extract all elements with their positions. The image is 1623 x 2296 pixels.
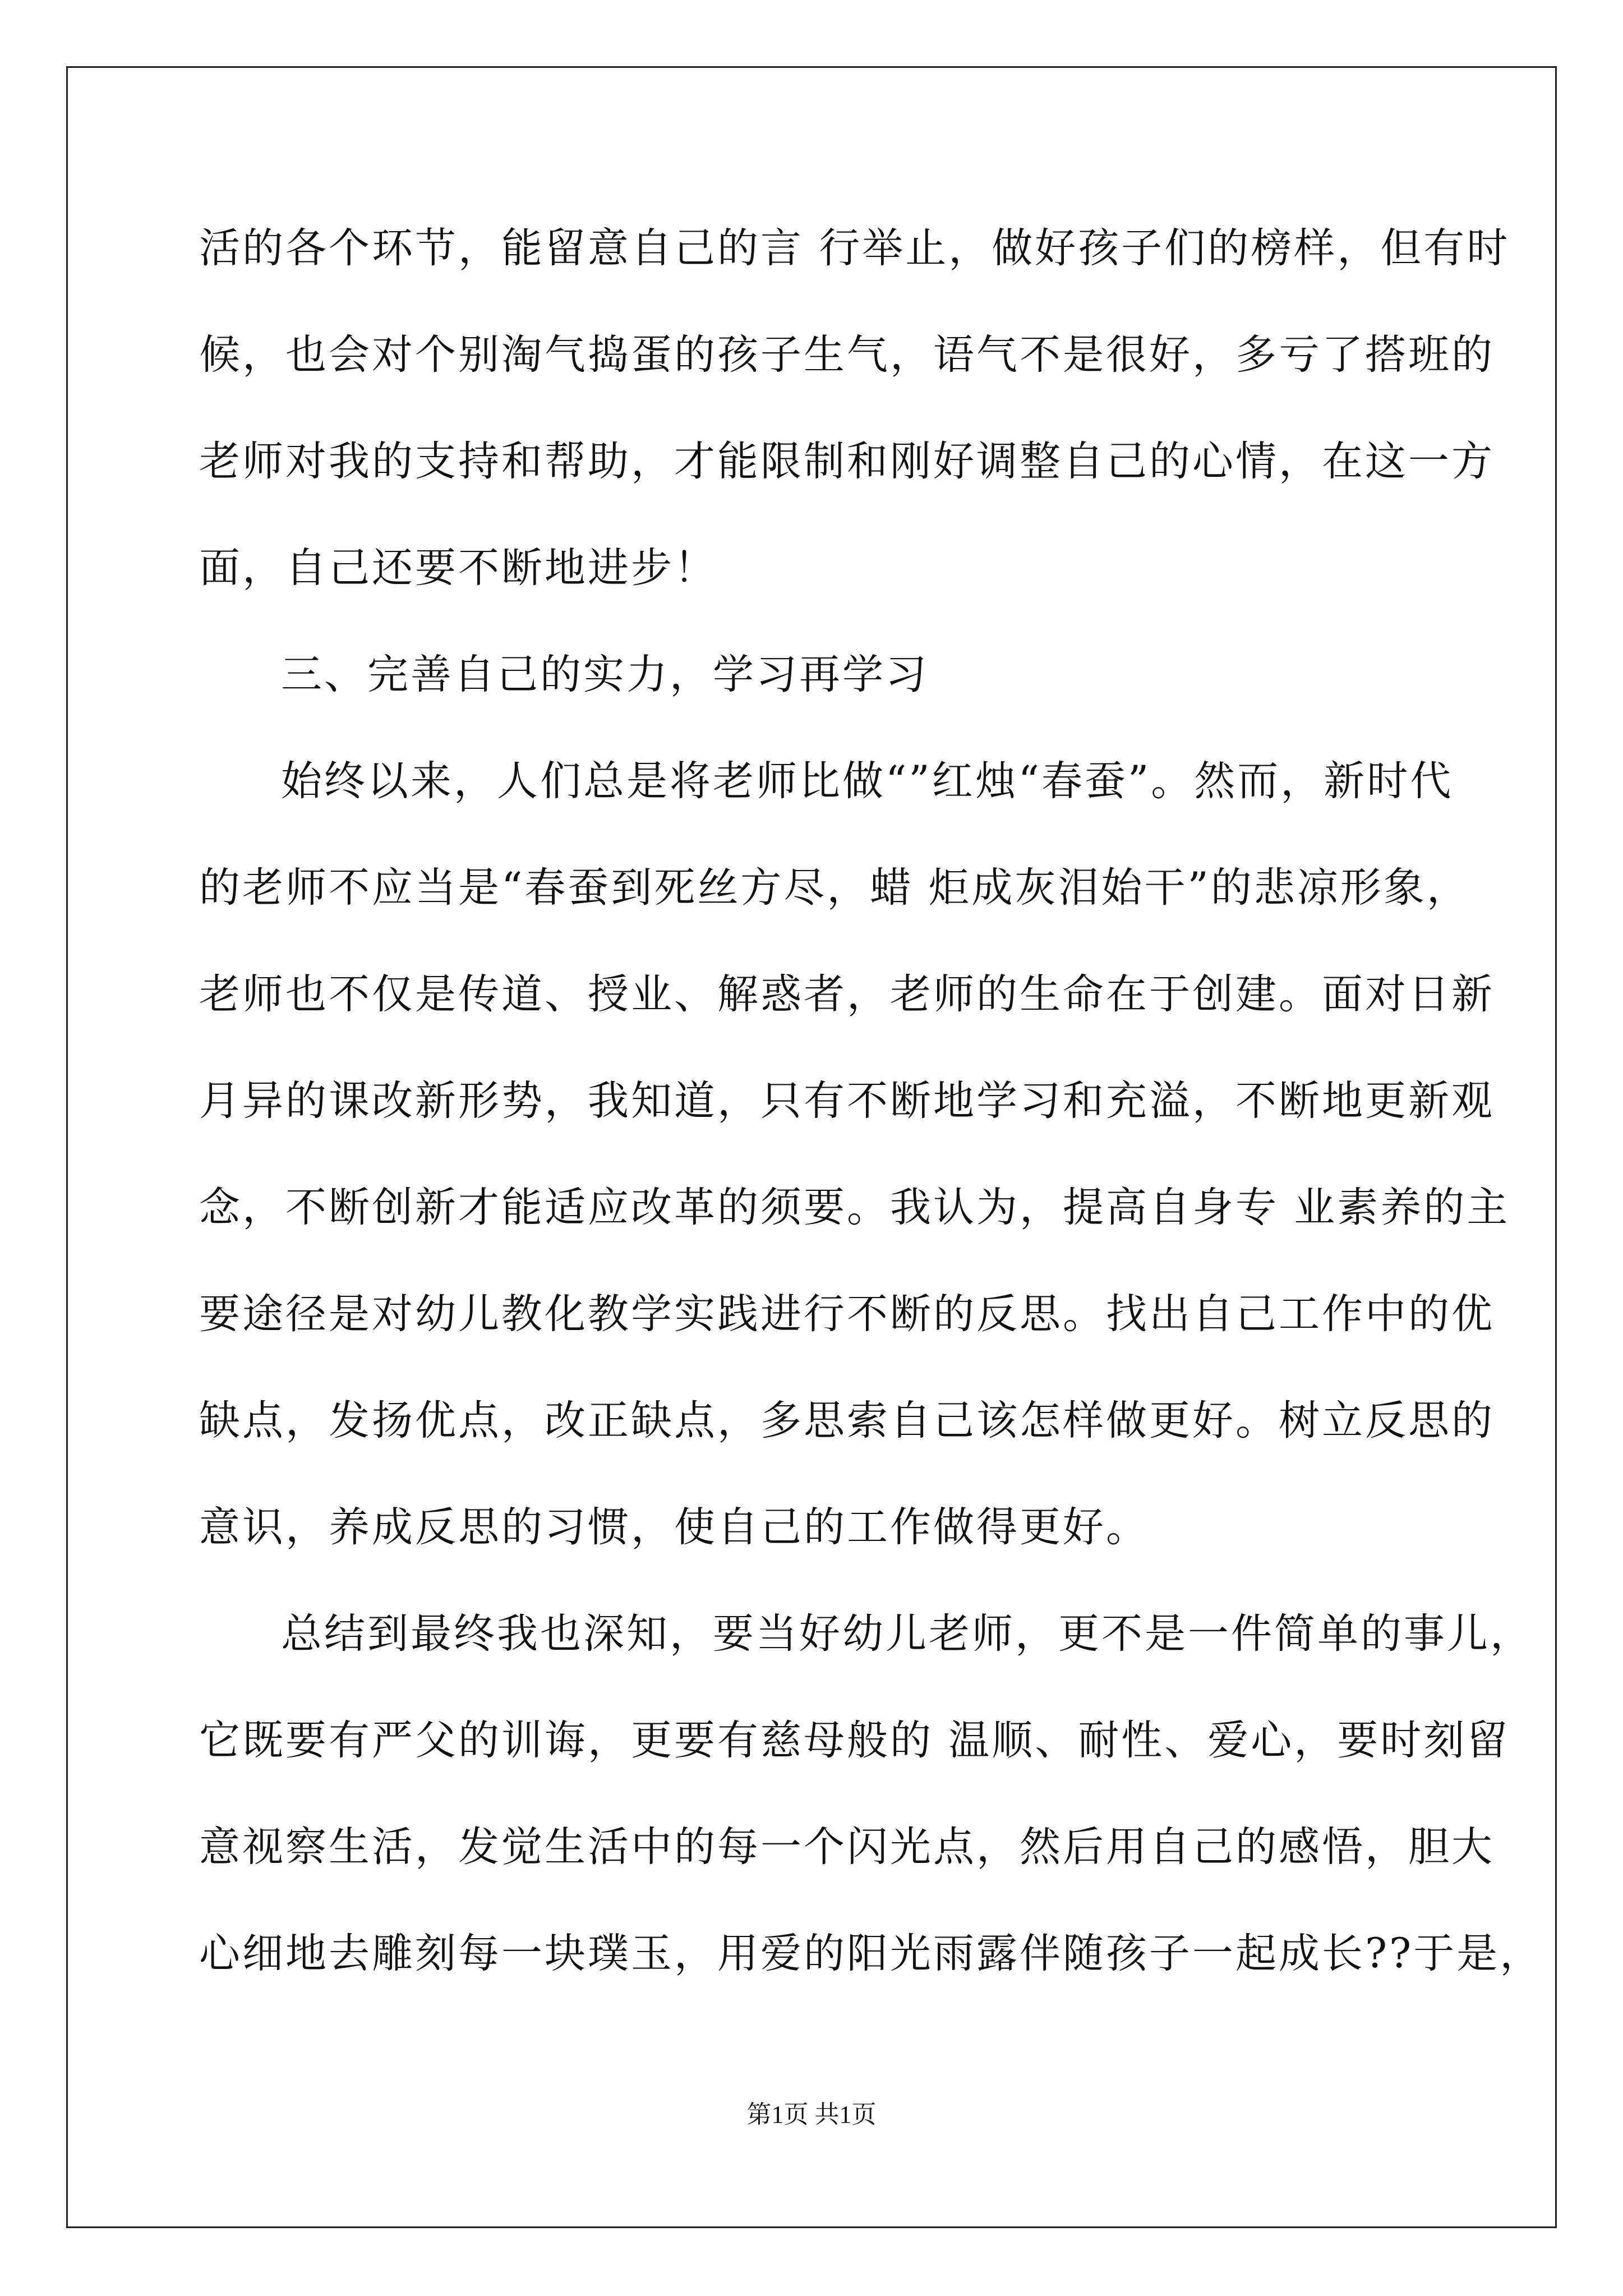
text-line: 意识，养成反思的习惯，使自己的工作做得更好。: [199, 1503, 1149, 1551]
text-line: 老师对我的支持和帮助，才能限制和刚好调整自己的心情，在这一方: [199, 438, 1495, 485]
text-line: 要途径是对幼儿教化教学实践进行不断的反思。找出自己工作中的优: [199, 1290, 1495, 1338]
document-body: [199, 220, 1543, 2032]
text-line: 老师也不仅是传道、授业、解惑者，老师的生命在于创建。面对日新: [199, 970, 1495, 1018]
text-line: 候，也会对个别淘气捣蛋的孩子生气，语气不是很好，多亏了搭班的: [199, 331, 1495, 379]
text-line: 缺点，发扬优点，改正缺点，多思索自己该怎样做更好。树立反思的: [199, 1397, 1495, 1444]
page-footer: 第1页 共1页: [746, 2101, 877, 2128]
text-line: 三、完善自己的实力，学习再学习: [281, 651, 929, 698]
text-line: 的老师不应当是“春蚕到死丝方尽，蜡 炬成灰泪始干”的悲凉形象，: [199, 864, 1470, 912]
text-line: 始终以来，人们总是将老师比做“”红烛“春蚕”。然而，新时代: [281, 757, 1454, 805]
text-line: 面，自己还要不断地进步！: [199, 544, 717, 592]
text-line: 活的各个环节，能留意自己的言 行举止，做好孩子们的榜样，但有时: [199, 224, 1510, 272]
text-line: 总结到最终我也深知，要当好幼儿老师，更不是一件简单的事儿，: [281, 1610, 1533, 1658]
text-line: 念，不断创新才能适应改革的须要。我认为，提高自身专 业素养的主: [199, 1184, 1510, 1231]
text-line: 它既要有严父的训诲，更要有慈母般的 温顺、耐性、爱心，要时刻留: [199, 1717, 1510, 1764]
text-line: 意视察生活，发觉生活中的每一个闪光点，然后用自己的感悟，胆大: [199, 1823, 1495, 1871]
text-line: 心细地去雕刻每一块璞玉，用爱的阳光雨露伴随孩子一起成长??于是，: [199, 1930, 1543, 1977]
text-line: 月异的课改新形势，我知道，只有不断地学习和充溢，不断地更新观: [199, 1077, 1495, 1125]
